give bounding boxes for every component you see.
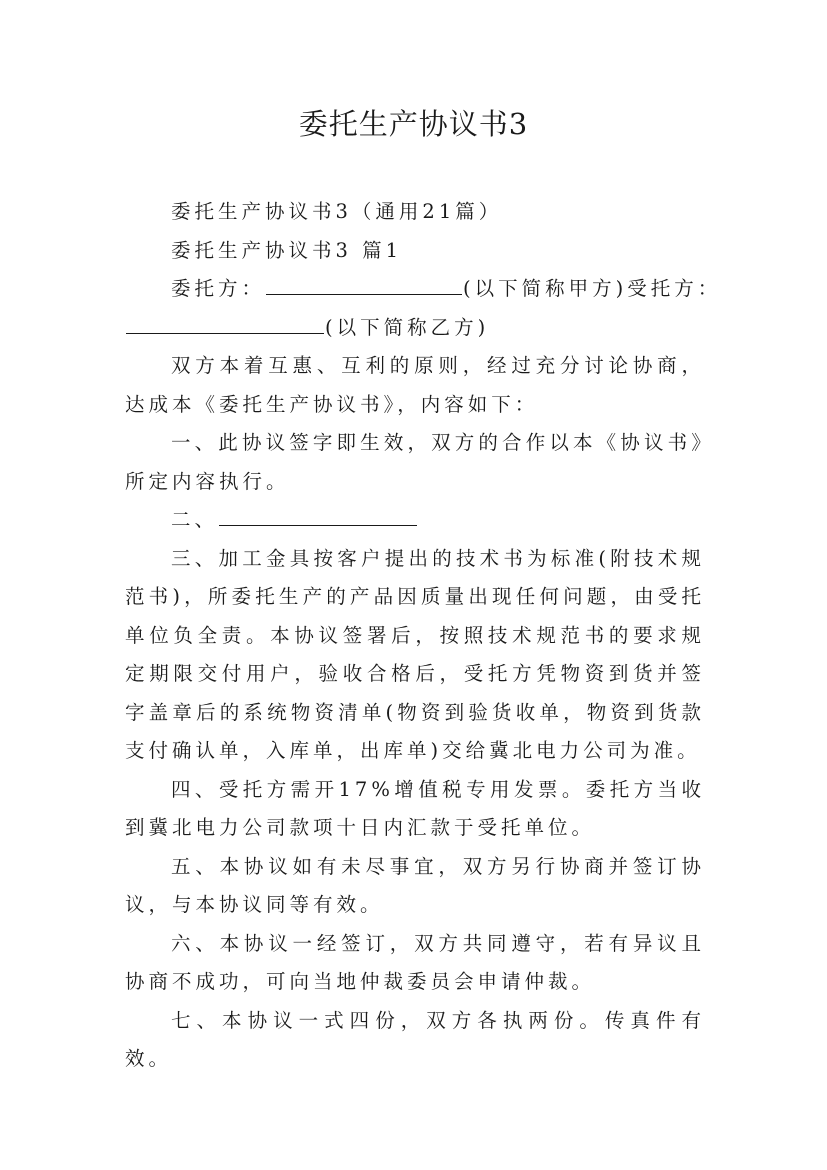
clause-1: 一、此协议签字即生效，双方的合作以本《协议书》所定内容执行。 <box>125 431 705 493</box>
clause-2-label: 二、 <box>171 508 219 531</box>
clause-2 <box>125 501 705 540</box>
party-a-suffix: (以下简称甲方)受托方： <box>463 277 722 300</box>
clause-5: 五、本协议如有未尽事宜，双方另行协商并签订协议，与本协议同等有效。 <box>125 854 705 916</box>
party-b-blank <box>126 332 324 334</box>
document-subtitle: 委托生产协议书3（通用21篇） <box>171 200 503 223</box>
intro-paragraph: 双方本着互惠、互利的原则，经过充分讨论协商，达成本《委托生产协议书》，内容如下： <box>125 354 705 416</box>
chapter-heading: 委托生产协议书3 篇1 <box>171 238 403 262</box>
clause-4: 四、受托方需开17%增值税专用发票。委托方当收到冀北电力公司款项十日内汇款于受托单位。 <box>125 777 705 839</box>
party-a-blank <box>266 293 462 295</box>
clause-6: 六、本协议一经签订，双方共同遵守，若有异议且协商不成功，可向当地仲裁委员会申请仲裁。 <box>125 931 705 993</box>
document-title: 委托生产协议书3 <box>298 107 529 141</box>
party-b-suffix: (以下简称乙方) <box>325 315 490 339</box>
party-a-line <box>125 270 722 309</box>
party-b-line <box>125 309 705 348</box>
clause-3: 三、加工金具按客户提出的技术书为标准(附技术规范书)，所委托生产的产品因质量出现任何问题，由受托单位负全责。本协议签署后，按照技术规范书的要求规定期限交付用户，验收合格后，受托方凭物资到货并签字盖章后的系统物资清单(物资到验货收单，物资到货款支付确认单，入库单，出库单)交给冀北电力公司为准。 <box>125 546 705 762</box>
clause-2-blank <box>219 524 417 526</box>
party-a-label: 委托方： <box>171 277 266 300</box>
document-body <box>125 193 722 1079</box>
clause-7: 七、本协议一式四份，双方各执两份。传真件有效。 <box>125 1008 705 1070</box>
